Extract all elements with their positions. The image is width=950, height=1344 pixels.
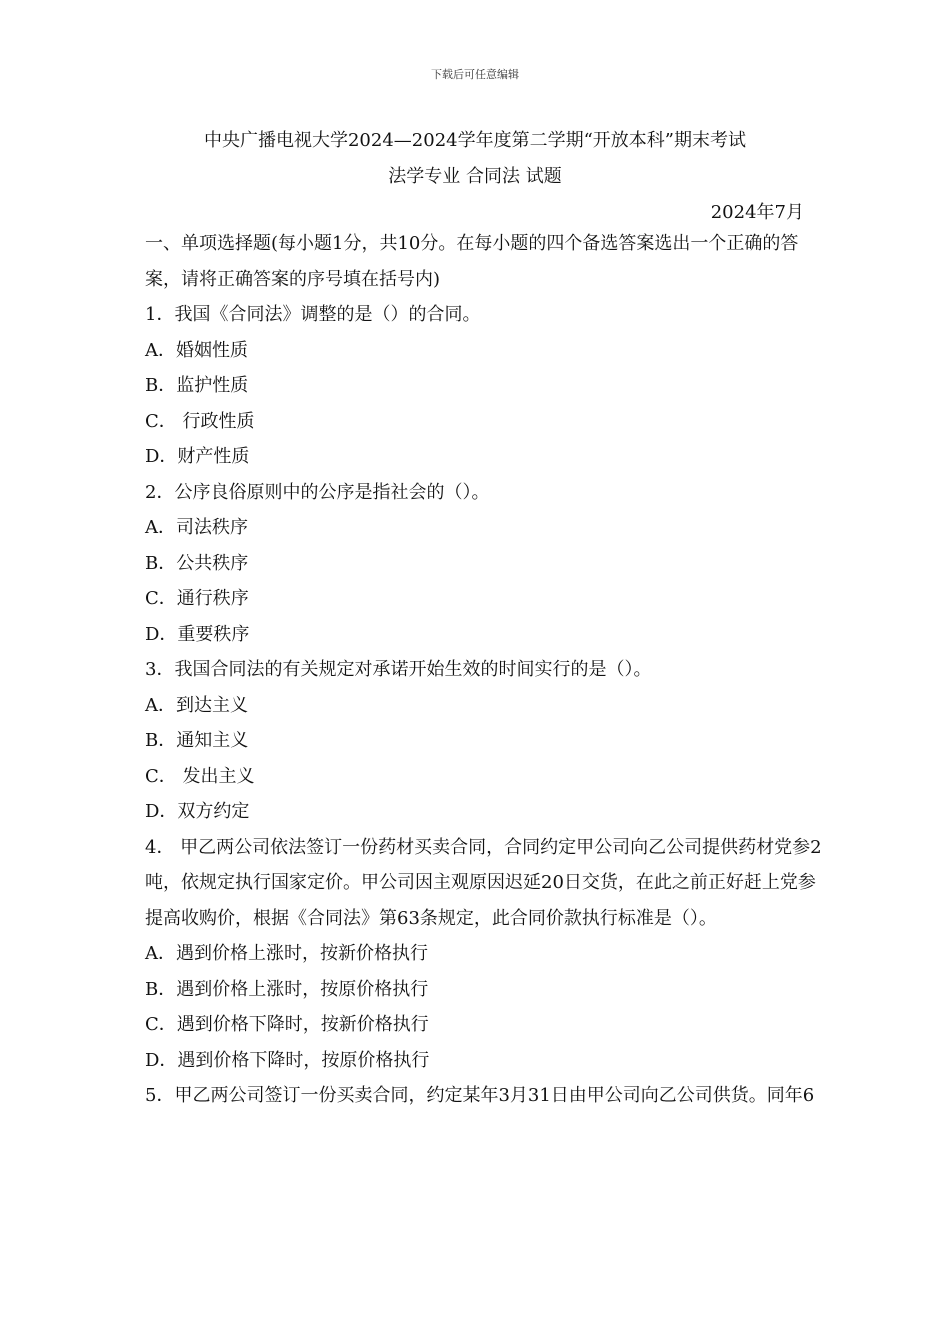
q4-option-b: B．遇到价格上涨时，按原价格执行 (145, 978, 429, 1000)
q3-option-c: C． 发出主义 (145, 765, 255, 787)
q2-option-b: B．公共秩序 (145, 552, 249, 574)
question-4: 4． 甲乙两公司依法签订一份药材买卖合同，合同约定甲公司向乙公司提供药材党参2吨，依规定执行国家定价。甲公司因主观原因迟延20日交货，在此之前正好赶上党参提高收购价，根据《合同法》第63条规定，此合同价款执行标准是（）。 (145, 836, 822, 929)
exam-subtitle: 法学专业 合同法 试题 (388, 166, 562, 187)
q1-option-b: B．监护性质 (145, 375, 249, 396)
q1-option-d: D．财产性质 (145, 446, 250, 467)
q3-option-b: B．通知主义 (145, 730, 249, 751)
q1-option-c: C． 行政性质 (145, 410, 255, 432)
document-body (145, 226, 825, 1114)
question-3: 3．我国合同法的有关规定对承诺开始生效的时间实行的是（）。 (145, 659, 652, 680)
q4-option-c: C．遇到价格下降时，按新价格执行 (145, 1014, 429, 1035)
q2-option-d: D．重要秩序 (145, 623, 250, 645)
question-5: 5．甲乙两公司签订一份买卖合同，约定某年3月31日由甲公司向乙公司供货。同年6 (145, 1085, 815, 1106)
question-2: 2．公序良俗原则中的公序是指社会的（）。 (145, 481, 490, 503)
section-heading: 一、单项选择题(每小题1分，共10分。在每小题的四个备选答案选出一个正确的答案，请将正确答案的序号填在括号内) (145, 233, 799, 290)
exam-date: 2024年7月 (710, 202, 804, 223)
q3-option-a: A．到达主义 (145, 694, 248, 716)
q4-option-a: A．遇到价格上涨时，按新价格执行 (145, 943, 428, 964)
q3-option-d: D．双方约定 (145, 801, 250, 822)
exam-title: 中央广播电视大学2024—2024学年度第二学期“开放本科”期末考试 (203, 130, 747, 151)
q2-option-a: A．司法秩序 (145, 517, 248, 538)
page-header-note: 下载后可任意编辑 (431, 68, 519, 81)
q1-option-a: A．婚姻性质 (145, 339, 248, 361)
q2-option-c: C．通行秩序 (145, 588, 249, 609)
q4-option-d: D．遇到价格下降时，按原价格执行 (145, 1049, 430, 1071)
question-1: 1．我国《合同法》调整的是（）的合同。 (145, 304, 481, 325)
